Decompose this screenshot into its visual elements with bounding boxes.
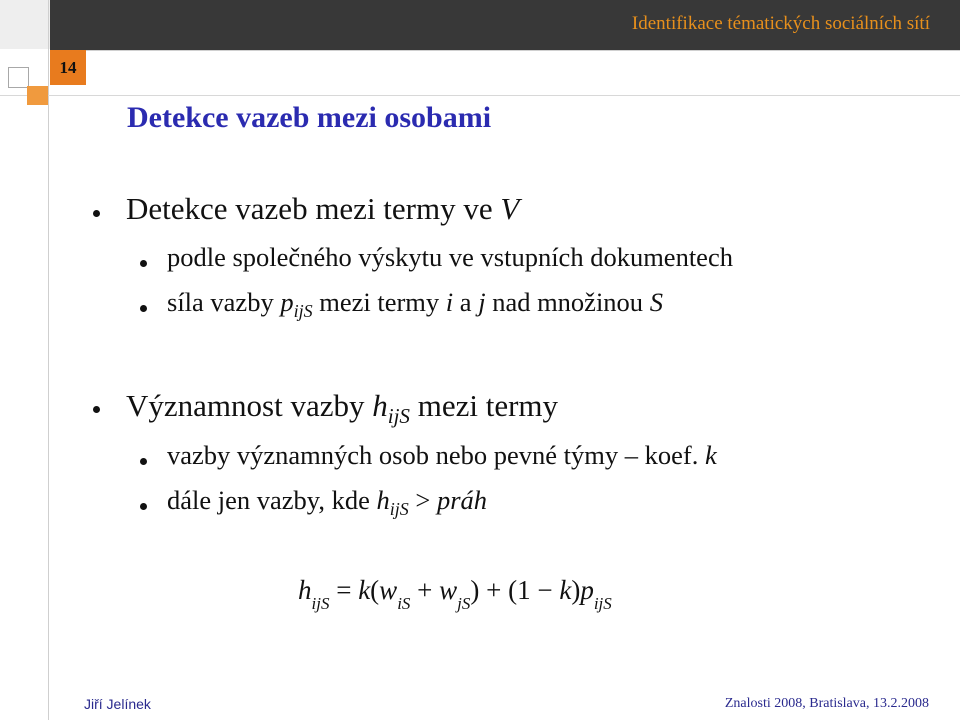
bullet-1-var: V (500, 191, 520, 226)
formula-sub: iS (397, 594, 411, 613)
text-segment: vazby významných osob nebo pevné týmy – koef. (167, 440, 705, 470)
header-bar (50, 0, 960, 50)
formula-op: + (410, 575, 440, 605)
bullet-dot (93, 210, 100, 217)
decorative-square-orange (27, 86, 48, 105)
footer-event: Znalosti 2008, Bratislava, 13.2.2008 (724, 696, 929, 711)
decorative-square-gray (8, 67, 29, 88)
text-segment: dále jen vazby, kde (167, 485, 377, 515)
text-segment: nad množinou (485, 287, 650, 317)
left-corner-panel (0, 0, 51, 49)
var-h: h (372, 388, 388, 423)
formula-op: = (329, 575, 359, 605)
text-segment: síla vazby (167, 287, 281, 317)
left-vertical-rule (48, 0, 49, 720)
formula-w: w (439, 575, 458, 605)
formula-k: k (358, 575, 371, 605)
bullet-1 (126, 191, 519, 227)
var-k: k (704, 440, 717, 470)
bullet-2-sub-2 (167, 485, 488, 519)
bullet-dot (93, 406, 100, 413)
header-underline (86, 50, 960, 51)
formula-op: ) (571, 575, 581, 605)
text-segment: Významnost vazby (126, 388, 373, 423)
formula-op: ( (370, 575, 380, 605)
subscript: ijS (389, 498, 409, 519)
var-j: j (478, 287, 486, 317)
formula-sub: ijS (593, 594, 612, 613)
slide-title: Detekce vazeb mezi osobami (127, 101, 492, 134)
text-segment: mezi termy (409, 388, 559, 423)
var-i: i (445, 287, 454, 317)
var-prah: práh (436, 485, 488, 515)
bullet-1-sub-2 (167, 287, 663, 321)
formula-sub: ijS (311, 594, 330, 613)
formula-sub: jS (457, 594, 471, 613)
text-segment: > (408, 485, 437, 515)
footer-author: Jiří Jelínek (84, 696, 151, 712)
formula-w: w (379, 575, 398, 605)
header-title: Identifikace tématických sociálních sítí (631, 13, 930, 34)
formula-h: h (298, 575, 312, 605)
slide-number: 14 (50, 50, 86, 85)
formula-p: p (580, 575, 594, 605)
formula (298, 575, 612, 613)
var-h: h (376, 485, 390, 515)
bullet-2 (126, 388, 559, 428)
horizontal-rule (0, 95, 960, 96)
formula-op: ) + (1 − (470, 575, 560, 605)
subscript: ijS (387, 403, 410, 428)
bullet-dot (140, 305, 147, 312)
bullet-1-sub-1: podle společného výskytu ve vstupních dokumentech (167, 242, 733, 272)
text-segment: a (453, 287, 479, 317)
bullet-dot (140, 458, 147, 465)
var-s: S (649, 287, 663, 317)
var-p: p (280, 287, 294, 317)
bullet-2-sub-1 (167, 440, 717, 471)
bullet-dot (140, 503, 147, 510)
subscript: ijS (293, 300, 313, 321)
bullet-dot (140, 260, 147, 267)
bullet-1-text: Detekce vazeb mezi termy ve (126, 191, 501, 226)
formula-k: k (559, 575, 572, 605)
text-segment: mezi termy (312, 287, 446, 317)
